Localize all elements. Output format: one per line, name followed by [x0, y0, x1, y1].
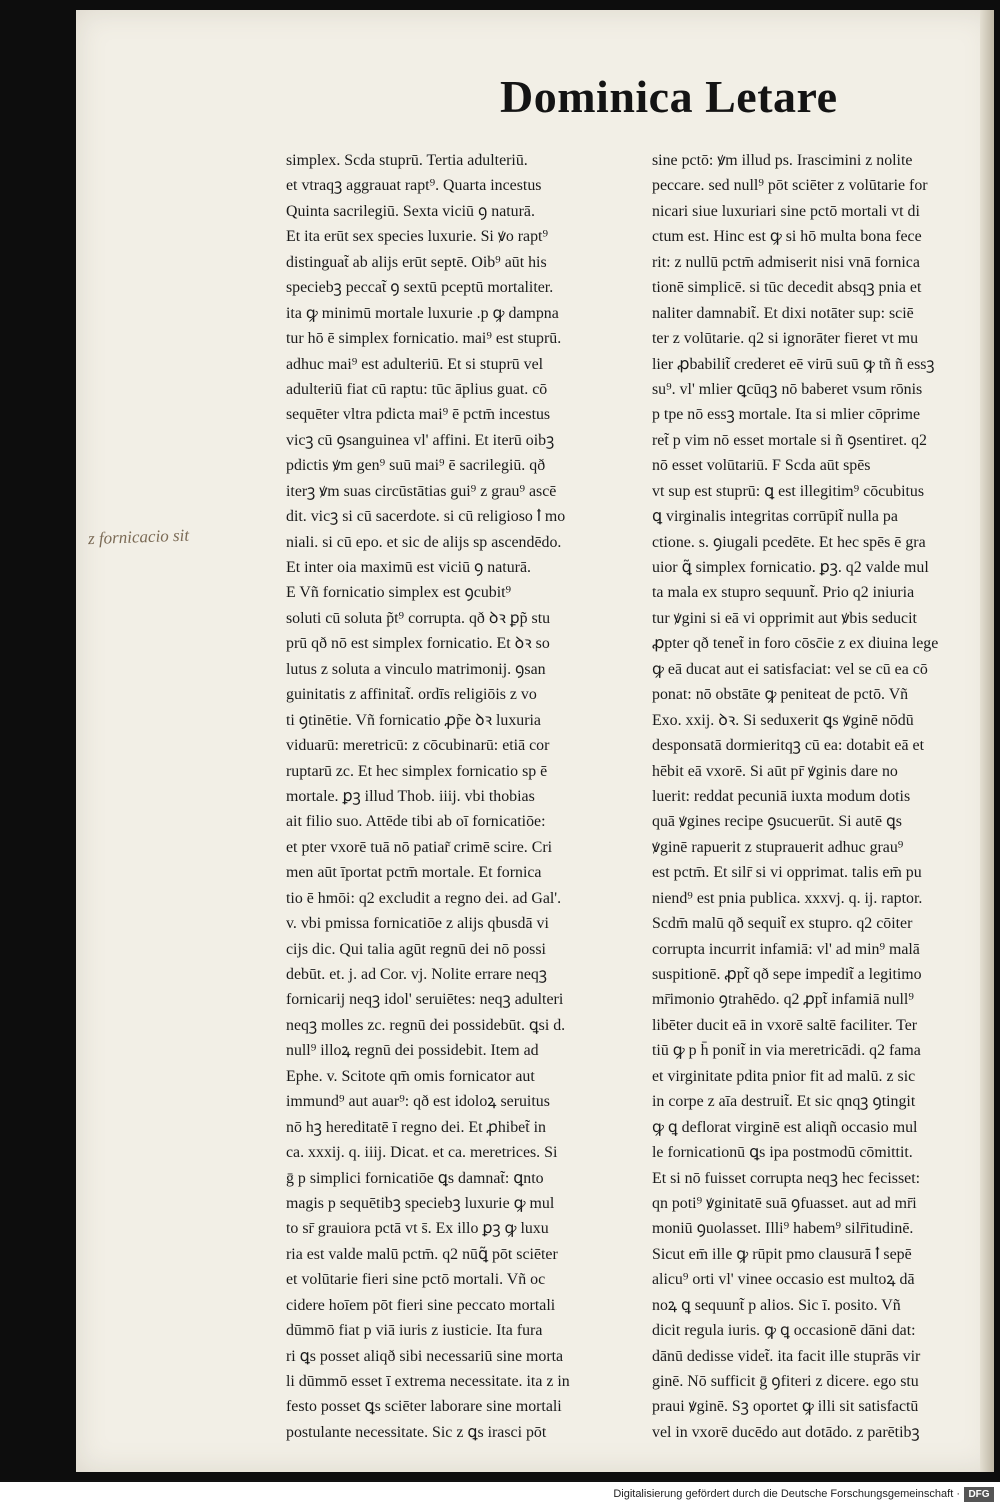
left-column-line: tio ē hmōi: q2 excludit a regno dei. ad Gal'. — [286, 889, 562, 907]
right-column-line: rit: z nullū pctm̄ admiserit nisi vnā fornica — [652, 253, 920, 271]
right-column-line: naliter damnabit̃. Et dixi notāter sup: sciē — [652, 304, 914, 322]
left-column-line: speciebꝫ peccat̃ ꝯ sextū pceptū mortaliter. — [286, 279, 554, 297]
left-column-line: pdictis ꝟm gen⁹ suū mai⁹ ē sacrilegiū. qð — [286, 457, 546, 475]
right-column-line: Et si nō fuisset corrupta neqꝫ hec fecisset: — [652, 1169, 921, 1187]
right-column-line: ginē. Nō sufficit ḡ ꝯfiteri z dicere. ego stu — [652, 1373, 919, 1390]
right-column-line: tionē simplicē. si tūc decedit absqꝫ pnia et — [652, 279, 922, 297]
left-column-line: dit. vicꝫ si cū sacerdote. si cū religioso ꝉ mo — [286, 508, 566, 526]
right-column-line: vel in vxorē ducēdo aut dotādo. z parētibꝫ — [652, 1423, 920, 1441]
right-column-line: nicari siue luxuriari sine pctō mortali vt di — [652, 202, 920, 220]
handwritten-margin-note: z fornicacio sit — [87, 525, 190, 549]
right-column-line: dicit regula iuris. ꝙ ꝗ occasionē dāni dat: — [652, 1322, 916, 1340]
right-column-line: quā ꝟgines recipe ꝯsucuerūt. Si autē ꝗs — [652, 813, 902, 831]
right-column-line: vt sup est stuprū: ꝗ est illegitim⁹ cōcubitus — [652, 482, 925, 500]
left-column-line: soluti cū soluta p̃t⁹ corrupta. qð ꝺꝛ ꝑp̃ stu — [286, 609, 551, 627]
running-head: Dominica Letare — [500, 71, 838, 122]
footer-bar — [0, 1482, 1000, 1508]
left-column-line: magis p sequētibꝫ speciebꝫ luxurie ꝙ mul — [286, 1194, 555, 1212]
right-column-line: niend⁹ est pnia publica. xxxvj. q. ij. raptor. — [652, 889, 923, 907]
right-column-line: su⁹. vl' mlier ꝗcūqꝫ nō baberet vsum rōnis — [652, 380, 923, 398]
right-column-line: sine pctō: ꝟm illud ps. Irascimini z nolite — [652, 152, 913, 169]
left-column-line: prū qð nō est simplex fornicatio. Et ꝺꝛ so — [286, 635, 550, 653]
right-column-line: ret̃ p vim nō esset mortale si ñ ꝯsentiret. q2 — [652, 431, 927, 449]
left-column-line: cijs dic. Qui talia agūt regnū dei nō possi — [286, 940, 546, 958]
left-column-line: distinguat̃ ab alijs erūt septē. Oib⁹ aūt his — [286, 253, 547, 271]
left-column-line: Quinta sacrilegiū. Sexta viciū ꝯ naturā. — [286, 202, 535, 220]
right-column-line: praui ꝟginē. Sꝫ oportet ꝙ illi sit satisfactū — [652, 1398, 919, 1416]
left-column-line: li dūmmō esset ī extrema necessitate. ita z in — [286, 1373, 570, 1390]
right-column-line: uior ꝗ̃ simplex fornicatio. ꝑꝫ. q2 valde mul — [652, 559, 929, 576]
right-column-line: Exo. xxij. ꝺꝛ. Si seduxerit ꝗs ꝟginē nōdū — [652, 711, 914, 729]
left-column-line: ruptarū zc. Et hec simplex fornicatio sp ē — [286, 762, 548, 780]
funding-notice: Digitalisierung gefördert durch die Deutsche Forschungsgemeinschaft · — [613, 1488, 960, 1500]
right-column-line: le fornicationū ꝗs ipa postmodū cōmittit. — [652, 1144, 913, 1162]
right-column-line: ta mala ex stupro sequunt̃. Prio q2 iniuria — [652, 584, 915, 602]
right-column-line: hēbit eā vxorē. Si aūt pr̄ ꝟginis dare no — [652, 762, 898, 780]
left-column-line: iterꝫ ꝟm suas circūstātias gui⁹ z grau⁹ ascē — [286, 482, 557, 500]
left-column-line: et volūtarie fieri sine pctō mortali. Vñ oc — [286, 1271, 546, 1289]
left-column-line: cidere hoīem pōt fieri sine peccato mortali — [286, 1296, 556, 1314]
left-column-line: adhuc mai⁹ est adulteriū. Et si stuprū vel — [286, 355, 544, 373]
left-column-line: viduarū: meretricū: z cōcubinarū: etiā cor — [286, 737, 550, 755]
left-column-line: Et ita erūt sex species luxurie. Si ꝟo rapt⁹ — [286, 228, 548, 246]
right-column-line: Scdm̄ malū qð sequit̃ ex stupro. q2 cōiter — [652, 915, 913, 933]
dfg-logo-icon: DFG — [964, 1487, 994, 1502]
left-column-line: adulteriū fiat cū raptu: tūc āplius guat. cō — [286, 380, 548, 398]
right-column-line: ꝗ virginalis integritas corrūpit̃ nulla pa — [652, 508, 898, 526]
left-column-line: simplex. Scda stuprū. Tertia adulteriū. — [286, 152, 528, 169]
right-column-line: lier ꝓbabilit̃ crederet eē virū suū ꝙ tñ ñ essꝫ — [652, 355, 935, 373]
left-column-line: dūmmō fiat p viā iuris z iusticie. Ita fura — [286, 1322, 543, 1340]
right-column-line: libēter ducit eā in vxorē saltē faciliter. Ter — [652, 1016, 918, 1034]
left-column-line: v. vbi pmissa fornicatiōe z alijs qbusdā vi — [286, 915, 549, 933]
right-column-line: ctione. s. ꝯiugali pcedēte. Et hec spēs ē gra — [652, 533, 926, 551]
left-text-column — [286, 148, 636, 1445]
left-column-line: E Vñ fornicatio simplex est ꝯcubit⁹ — [286, 584, 512, 602]
left-column-line: et vtraqꝫ aggrauat rapt⁹. Quarta incestus — [286, 177, 542, 195]
right-column-line: nō esset volūtariū. F Scda aūt spēs — [652, 457, 871, 475]
left-column-line: men aūt īportat pctm̄ mortale. Et fornica — [286, 864, 542, 882]
right-column-line: p tpe nō essꝫ mortale. Ita si mlier cōprime — [652, 406, 921, 424]
left-column-line: niali. si cū epo. et sic de alijs sp ascendēdo. — [286, 533, 562, 551]
left-column-line: immund⁹ aut auar⁹: qð est idoloꝝ seruitus — [286, 1093, 550, 1111]
left-column-line: guinitatis z affinitat̃. ordīs religiōis z vo — [286, 686, 537, 704]
left-column-line: to sr̄ grauiora pctā vt s̄. Ex illo ꝑꝫ ꝙ luxu — [286, 1220, 549, 1238]
right-column-line: corrupta incurrit infamiā: vl' ad min⁹ malā — [652, 940, 920, 958]
right-column-line: desponsatā dormieritqꝫ cū ea: dotabit eā et — [652, 737, 924, 755]
left-column-line: ait filio suo. Attēde tibi ab oī fornicatiōe: — [286, 813, 546, 831]
left-column-line: postulante necessitate. Sic z ꝗs irasci pōt — [286, 1423, 547, 1441]
left-column-line: Ephe. v. Scitote qm̄ omis fornicator aut — [286, 1067, 535, 1085]
right-column-line: et virginitate pdita pnior fit ad malū. z sic — [652, 1067, 916, 1085]
right-column-line: qn poti⁹ ꝟginitatē suā ꝯfuasset. aut ad mr̄i — [652, 1194, 917, 1212]
right-column-line: est pctm̄. Et silr̄ si vi opprimat. talis em̄ pu — [652, 864, 922, 882]
left-column-line: ri ꝗs posset aliqð sibi necessariū sine morta — [286, 1347, 564, 1365]
left-column-line: et pter vxorē tuā nō patiar̃ crimē scire. Cri — [286, 838, 553, 856]
right-column-line: ꝓpter qð tenet̃ in foro cōsc̄ie z ex diuina lege — [652, 635, 939, 653]
right-column-line: ꝙ eā ducat aut ei satisfaciat: vel se cū ea cō — [652, 660, 928, 678]
right-column-line: dānū dedisse videt̃. ita facit ille stuprās vir — [652, 1347, 921, 1365]
right-column-line: mr̄imonio ꝯtrahēdo. q2 ꝓpt̃ infamiā null⁹ — [652, 991, 914, 1009]
left-column-line: sequēter vltra pdicta mai⁹ ē pctm̄ incestus — [286, 406, 551, 424]
left-column-line: Et inter oia maximū est viciū ꝯ naturā. — [286, 559, 531, 576]
right-column-line: ꝙ ꝗ deflorat virginē est aliqñ occasio mul — [652, 1118, 918, 1136]
left-column-line: fornicarij neqꝫ idol' seruiētes: neqꝫ adulteri — [286, 991, 564, 1009]
left-column-line: ḡ p simplici fornicatiōe ꝗs damnat̃: ꝗnto — [286, 1169, 544, 1187]
right-column-line: in corpe z aīa destruit̃. Et sic qnqꝫ ꝯtingit — [652, 1093, 916, 1111]
left-column-line: neqꝫ molles zc. regnū dei possidebūt. ꝗsi d. — [286, 1016, 566, 1034]
right-column-line: Sicut em̄ ille ꝙ rūpit pmo clausurā ꝉ sepē — [652, 1245, 912, 1263]
right-column-line: tur ꝟgini si eā vi opprimit aut ꝟbis seducit — [652, 609, 917, 627]
left-column-line: vicꝫ cū ꝯsanguinea vl' affini. Et iterū oibꝫ — [286, 431, 555, 449]
right-column-line: alicu⁹ orti vl' vinee occasio est multoꝝ dā — [652, 1271, 915, 1289]
right-column-line: moniū ꝯuolasset. Illi⁹ habem⁹ silr̄itudinē. — [652, 1220, 914, 1238]
right-column-line: ctum est. Hinc est ꝙ si hō multa bona fece — [652, 228, 922, 246]
left-column-line: mortale. ꝑꝫ illud Thob. iiij. vbi thobias — [286, 787, 535, 805]
right-column-line: tiū ꝙ p h̄ ponit̃ in via meretricādi. q2 fama — [652, 1042, 921, 1060]
left-column-line: null⁹ illoꝝ regnū dei possidebit. Item ad — [286, 1042, 539, 1060]
right-column-line: luerit: reddat pecuniā iuxta modum dotis — [652, 787, 911, 805]
right-column-line: ter z volūtarie. q2 si ignorāter fieret vt mu — [652, 330, 919, 348]
right-column-line: peccare. sed null⁹ pōt sciēter z volūtarie for — [652, 177, 928, 195]
left-column-line: tur hō ē simplex fornicatio. mai⁹ est stuprū. — [286, 330, 562, 348]
left-column-line: lutus z soluta a vinculo matrimonij. ꝯsan — [286, 660, 546, 678]
left-column-line: ria est valde malū pctm̄. q2 nūꝗ̃ pōt sciēter — [286, 1245, 558, 1263]
right-column-line: ponat: nō obstāte ꝙ peniteat de pctō. Vñ — [652, 686, 909, 704]
right-text-column — [652, 148, 992, 1445]
left-column-line: ita ꝙ minimū mortale luxurie .p ꝙ dampna — [286, 304, 559, 322]
left-column-line: debūt. et. j. ad Cor. vj. Nolite errare neqꝫ — [286, 966, 547, 983]
right-column-line: suspitionē. ꝓpt̃ qð sepe impedit̃ a legitimo — [652, 966, 922, 983]
left-column-line: festo posset ꝗs sciēter laborare sine mortali — [286, 1398, 562, 1416]
left-column-line: ca. xxxij. q. iiij. Dicat. et ca. meretrices. Si — [286, 1144, 558, 1162]
left-column-line: nō hꝫ hereditatē ī regno dei. Et ꝓhibet̃ in — [286, 1118, 546, 1136]
left-column-line: ti ꝯtinētie. Vñ fornicatio ꝓp̃e ꝺꝛ luxuria — [286, 711, 541, 729]
right-column-line: ꝟginē rapuerit z stuprauerit adhuc grau⁹ — [652, 838, 904, 856]
right-column-line: noꝝ ꝗ sequunt̃ p alios. Sic ī. posito. Vñ — [652, 1296, 901, 1314]
